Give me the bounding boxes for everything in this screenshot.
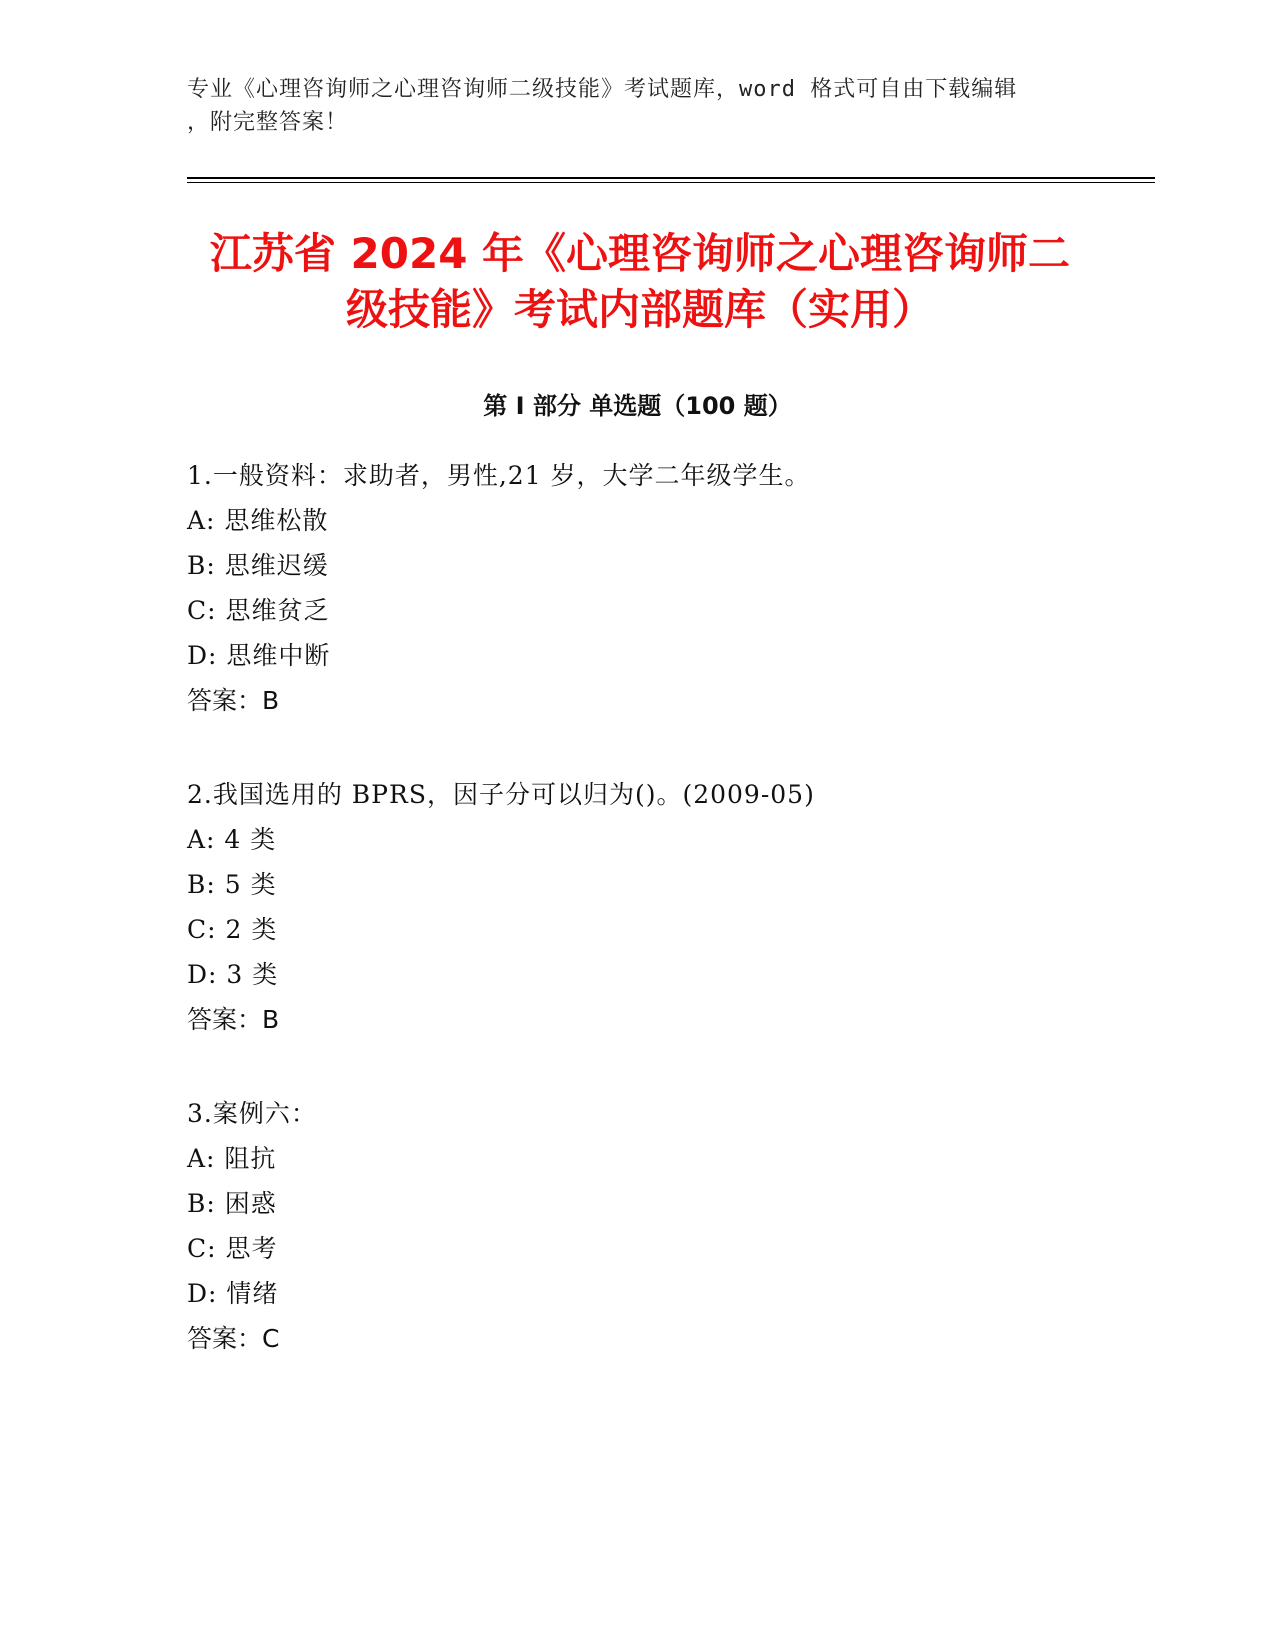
header-divider-thin bbox=[187, 182, 1155, 183]
document-title-line-2: 级技能》考试内部题库（实用） bbox=[345, 285, 934, 334]
option-a: A: 思维松散 bbox=[187, 506, 329, 535]
option-b: B: 5 类 bbox=[187, 870, 277, 899]
question-stem: 1.一般资料：求助者，男性,21 岁，大学二年级学生。 bbox=[187, 461, 811, 490]
answer: 答案：B bbox=[187, 1005, 280, 1034]
question-3 bbox=[187, 1091, 1147, 1361]
header-note bbox=[187, 73, 1067, 139]
option-c: C: 思考 bbox=[187, 1234, 278, 1263]
question-2 bbox=[187, 772, 1147, 1042]
option-d: D: 思维中断 bbox=[187, 641, 331, 670]
option-a: A: 阻抗 bbox=[187, 1144, 277, 1173]
question-stem: 2.我国选用的 BPRS，因子分可以归为()。(2009-05) bbox=[187, 780, 815, 809]
option-c: C: 2 类 bbox=[187, 915, 278, 944]
question-stem: 3.案例六： bbox=[187, 1099, 317, 1128]
option-b: B: 困惑 bbox=[187, 1189, 277, 1218]
section-title: 第 I 部分 单选题（100 题） bbox=[483, 392, 792, 420]
option-c: C: 思维贫乏 bbox=[187, 596, 330, 625]
option-d: D: 3 类 bbox=[187, 960, 279, 989]
answer: 答案：C bbox=[187, 1324, 280, 1353]
document-title bbox=[160, 226, 1120, 338]
header-note-line-1: 专业《心理咨询师之心理咨询师二级技能》考试题库，word 格式可自由下载编辑 bbox=[187, 77, 1018, 102]
header-divider-thick bbox=[187, 177, 1155, 179]
option-d: D: 情绪 bbox=[187, 1279, 279, 1308]
option-a: A: 4 类 bbox=[187, 825, 277, 854]
option-b: B: 思维迟缓 bbox=[187, 551, 329, 580]
answer: 答案：B bbox=[187, 686, 280, 715]
question-1 bbox=[187, 453, 1147, 723]
document-title-line-1: 江苏省 2024 年《心理咨询师之心理咨询师二 bbox=[209, 229, 1071, 278]
header-note-line-2: ，附完整答案！ bbox=[187, 110, 349, 135]
